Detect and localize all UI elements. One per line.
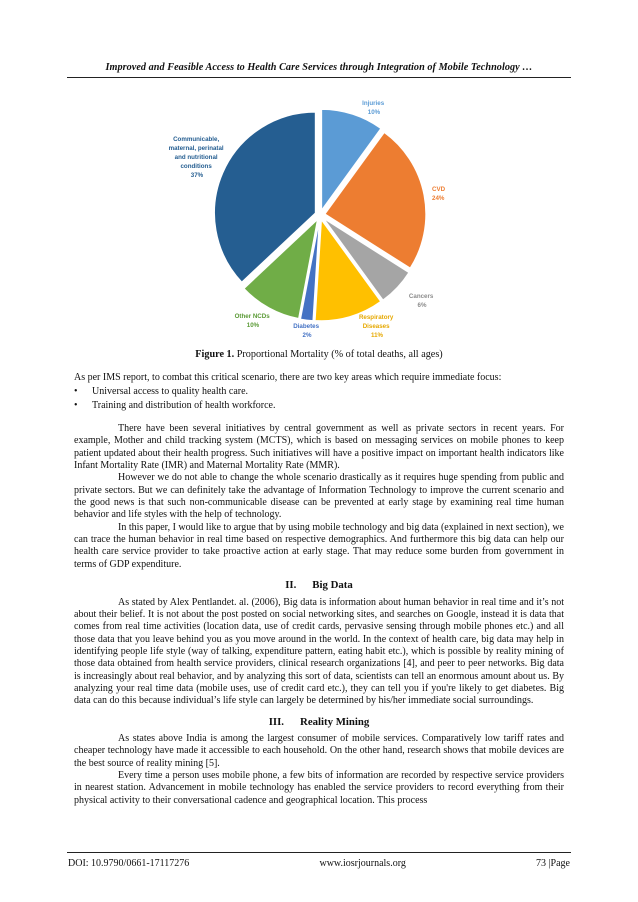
paragraph: There have been several initiatives by central government as well as private sectors in recent years. For example, Mother and child tracking system (MCTS), which is based on messaging services on mobile phones to keep patient updated about their health progress. Such initiatives will have a positive impact on important health indicators like Infant Mortality Rate (IMR) and Maternal Mortality Rate (MMR). [74, 423, 564, 472]
paragraph: Every time a person uses mobile phone, a few bits of information are recorded by respective service providers in nearest station. Advancement in mobile technology has enabled the service providers to record everything from their physical activity to their conversational cadence and geographical location. This process [74, 769, 564, 806]
label-injuries-value: 10% [367, 109, 381, 116]
label-communicable-value: 37% [190, 172, 204, 179]
figure-caption-text: Proportional Mortality (% of total deaths, all ages) [236, 349, 443, 360]
list-item: • Universal access to quality health care. [74, 386, 564, 398]
label-communicable-line-2: maternal, perinatal [168, 145, 224, 152]
pie-slices [214, 109, 426, 321]
intro-paragraph: As per IMS report, to combat this critical scenario, there are two key areas which require immediate focus: [74, 372, 502, 383]
figure-caption [67, 349, 571, 360]
label-cvd-name: CVD [432, 186, 446, 193]
label-diabetes [293, 323, 321, 339]
label-respiratory-name: Respiratory [358, 314, 394, 321]
section-number: II. [285, 579, 297, 592]
section-heading-reality-mining [74, 716, 564, 728]
running-header: Improved and Feasible Access to Health Care Services through Integration of Mobile Technology … [105, 62, 533, 73]
label-diabetes-name: Diabetes [293, 323, 320, 330]
section-title: Big Data [312, 579, 353, 592]
label-respiratory-name-2: Diseases [362, 323, 390, 330]
label-cancers-value: 6% [417, 302, 427, 309]
page-footer [68, 858, 570, 869]
label-other-ncds-name: Other NCDs [234, 313, 270, 320]
label-diabetes-value: 2% [302, 332, 312, 339]
label-cvd [432, 186, 447, 202]
label-cancers-name: Cancers [408, 293, 434, 300]
header-rule [67, 77, 571, 78]
label-communicable-line-1: Communicable, [173, 136, 220, 143]
label-cvd-value: 24% [432, 195, 445, 202]
pie-chart [155, 93, 485, 349]
label-communicable-line-4: conditions [180, 163, 212, 170]
paragraph: In this paper, I would like to argue that by using mobile technology and big data (explained in next section), we can trace the human behavior in real time based on respective demographics. And furthermore this big data can help our health care service provider to take proactive action at early stage. That may reduce some burden from government in terms of GDP expenditure. [74, 521, 564, 570]
section-heading-big-data [74, 579, 564, 591]
footer-website[interactable]: www.iosrjournals.org [319, 858, 406, 869]
paragraph: As states above India is among the largest consumer of mobile services. Comparatively low tariff rates and cheaper technology have made it accessible to each household. On the other hand, research shows that mobile devices are the best source of reality mining [5]. [74, 732, 564, 769]
article-body [74, 372, 564, 807]
label-other-ncds-value: 10% [246, 322, 260, 329]
paragraph: However we do not able to change the whole scenario drastically as it requires huge spending from public and private sectors. But we can definitely take the advantage of Information Technology to improve the current scenario and the good news is that such non-communicable disease can be prevented at early stage by examining real time human behavior and life styles with the help of technology. [74, 472, 564, 521]
label-communicable [169, 136, 226, 179]
list-item: • Training and distribution of health workforce. [74, 400, 564, 412]
spacer [74, 412, 564, 423]
label-injuries-name: Injuries [362, 100, 385, 107]
label-respiratory [359, 314, 395, 339]
section-number: III. [268, 715, 285, 728]
focus-list [74, 386, 564, 412]
label-cancers [409, 293, 435, 309]
label-respiratory-value: 11% [370, 332, 384, 339]
footer-page-number: 73 |Page [536, 858, 570, 869]
label-communicable-line-3: and nutritional [174, 154, 218, 161]
footer-rule [67, 852, 571, 853]
section-title: Reality Mining [300, 715, 370, 728]
footer-doi: DOI: 10.9790/0661-17117276 [68, 858, 190, 869]
figure-label: Figure 1. [195, 349, 235, 360]
label-other-ncds [235, 313, 272, 329]
label-injuries [362, 100, 386, 116]
paragraph: As stated by Alex Pentlandet. al. (2006), Big data is information about human behavior in real time and it’s not about their belief. It is not about the post posted on social networking sites, and searches on Google, instead it is data that comes from real time activities (location data, use of credit cards, pervasive sensing through mobile phones etc.) and all those data that you leave behind you as you move around in the world. In the context of health care, big data may help in identifying people life style (way of talking, expenditure pattern, eating habit etc.), which is possible by reality mining of those data obtained from health service providers, clinical research organizations [4], and peer to peer networks. Big data is increasingly about real behavior, and by analyzing this sort of data, scientists can tell an enormous amount about us. By analyzing your real time data (mobile uses, use of credit card etc.), they can tell you if you're likely to get diabetes. Big data can do this because individual’s life style can largely be determined by his/her immediate social surroundings. [74, 596, 564, 707]
